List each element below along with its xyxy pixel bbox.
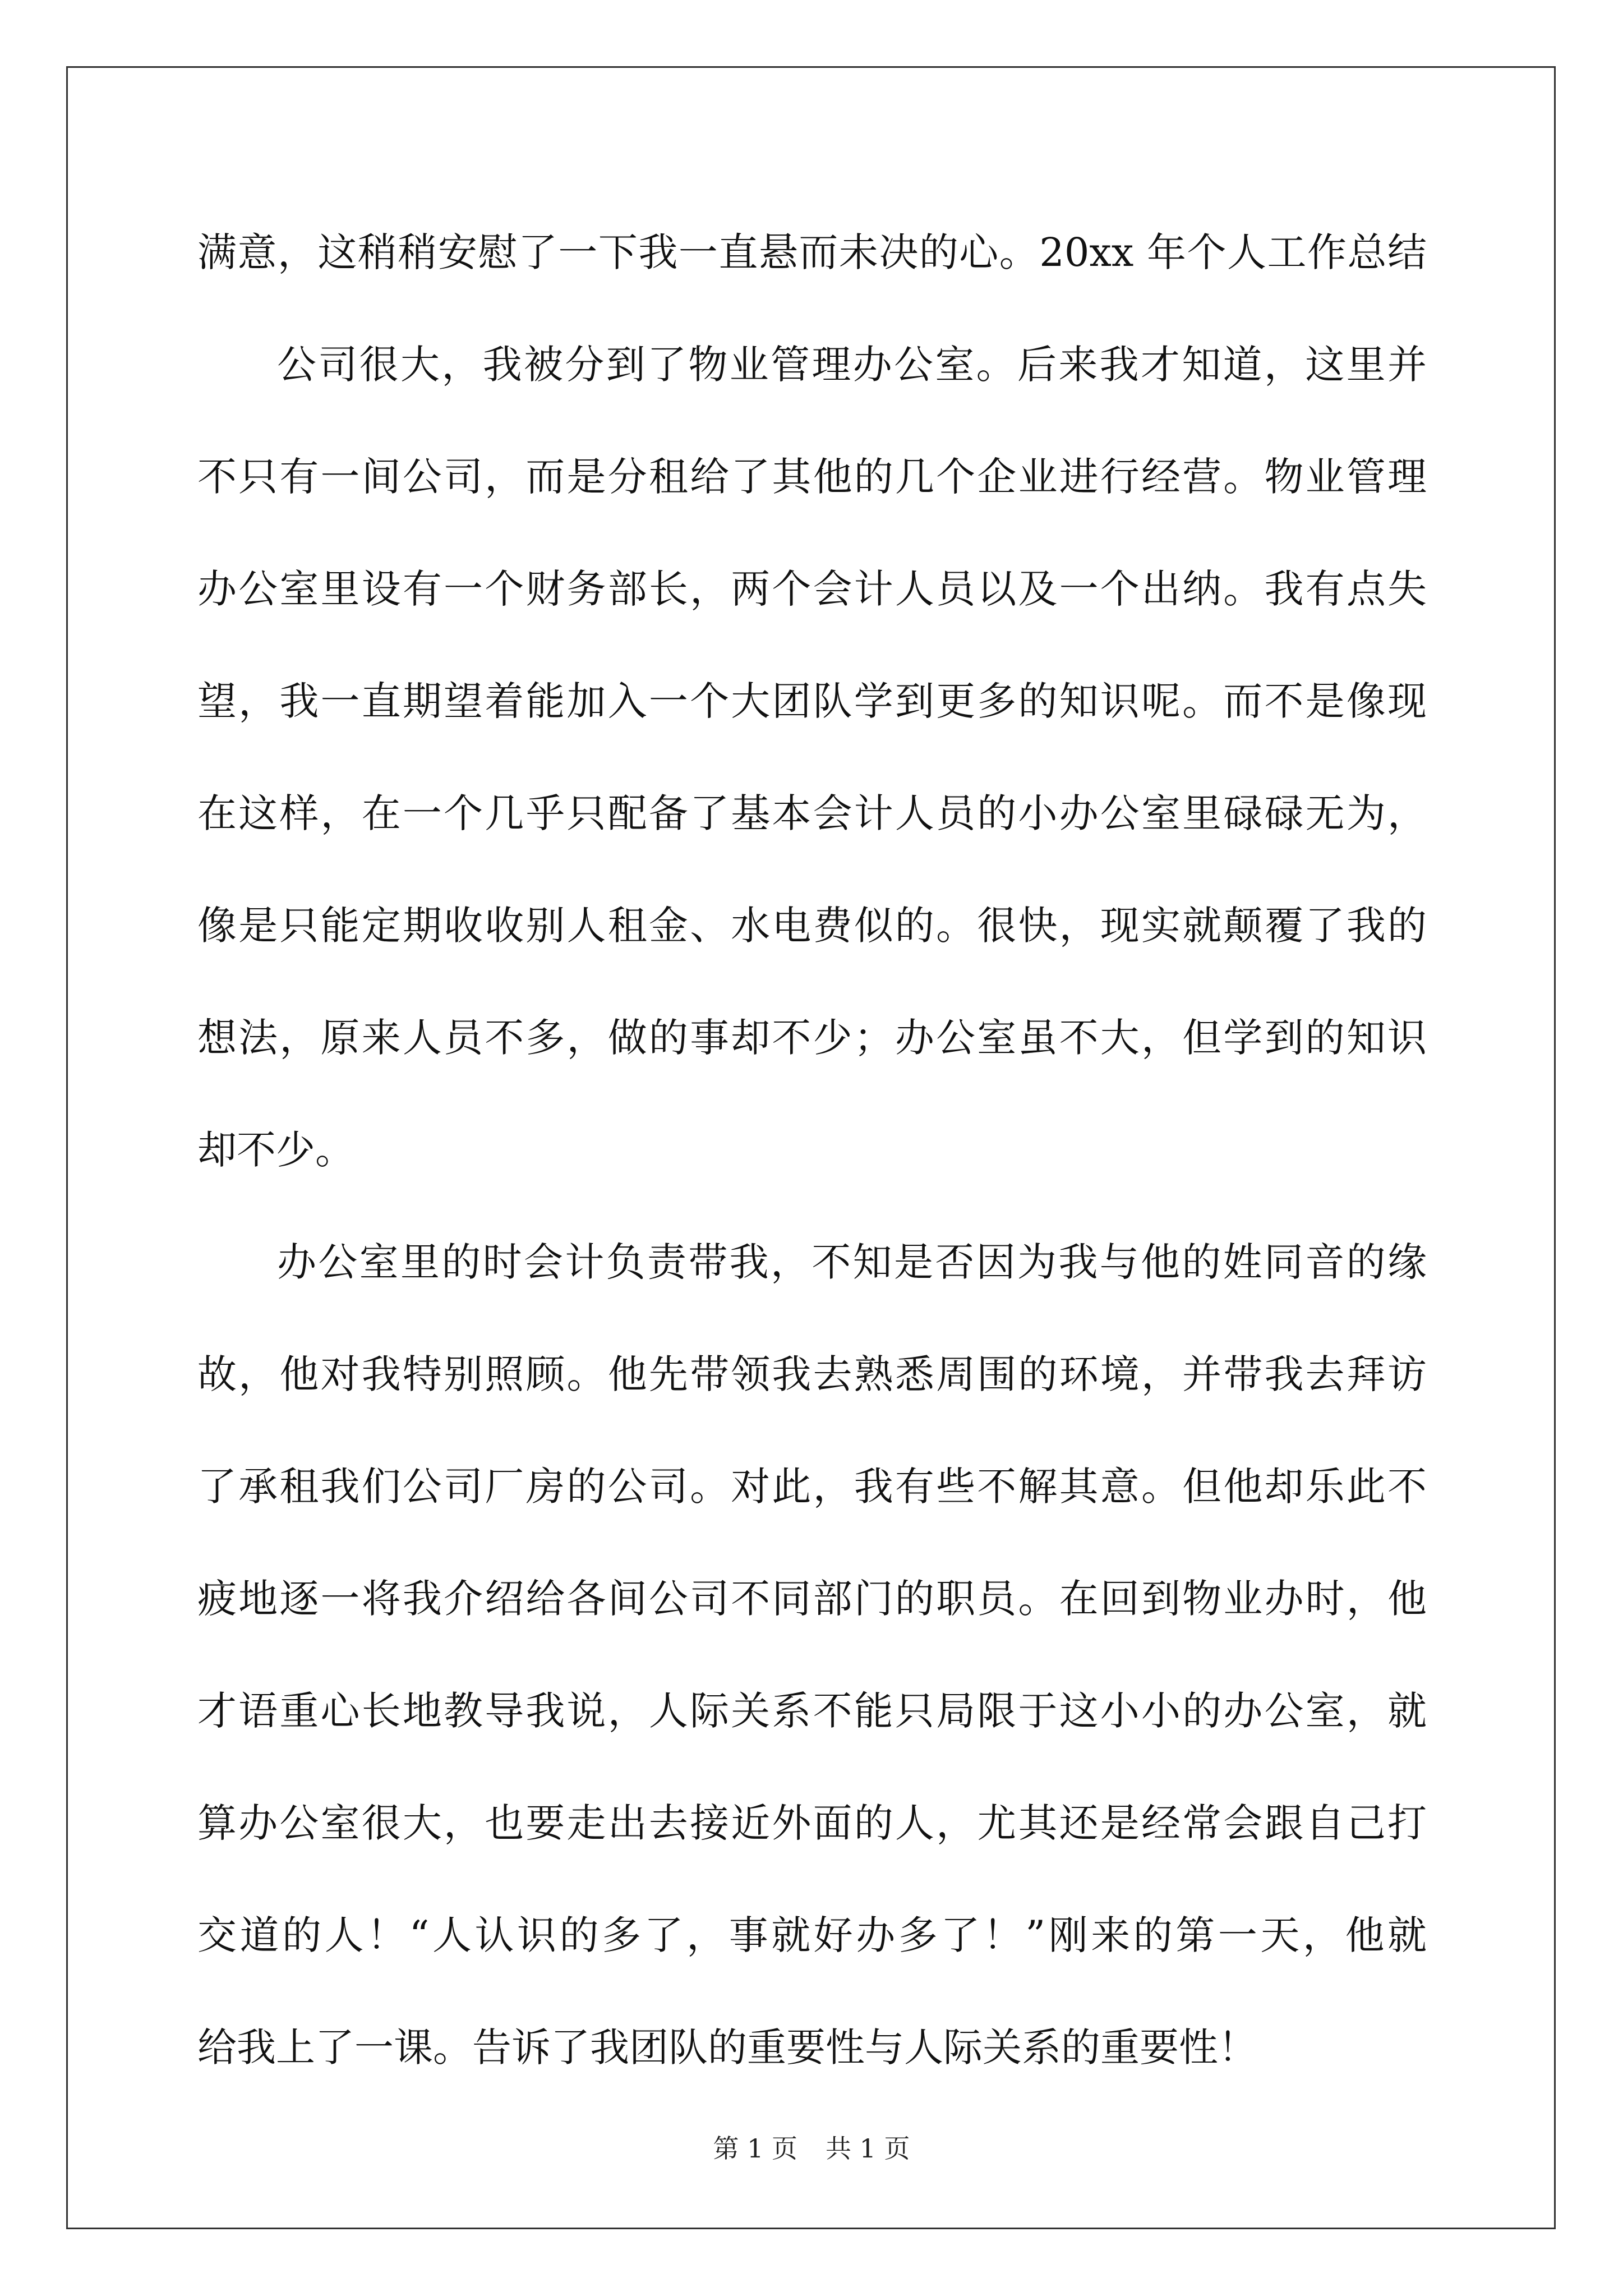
text-line: 算办公室很大，也要走出去接近外面的人，尤其还是经常会跟自己打 xyxy=(197,1800,1427,1846)
document-body xyxy=(197,219,1427,2126)
page-number-total: 共 1 页 xyxy=(826,2133,910,2164)
text-line: 却不少。 xyxy=(197,1127,354,1173)
text-line: 办公室里的时会计负责带我，不知是否因为我与他的姓同音的缘 xyxy=(277,1239,1427,1285)
page-number-current: 第 1 页 xyxy=(713,2133,797,2164)
text-line: 不只有一间公司，而是分租给了其他的几个企业进行经营。物业管理 xyxy=(197,454,1427,500)
text-line: 公司很大，我被分到了物业管理办公室。后来我才知道，这里并 xyxy=(277,342,1427,388)
text-line: 故，他对我特别照顾。他先带领我去熟悉周围的环境，并带我去拜访 xyxy=(197,1351,1427,1397)
text-line: 才语重心长地教导我说，人际关系不能只局限于这小小的办公室，就 xyxy=(197,1688,1427,1734)
text-line: 在这样，在一个几乎只配备了基本会计人员的小办公室里碌碌无为， xyxy=(197,790,1427,836)
text-line: 了承租我们公司厂房的公司。对此，我有些不解其意。但他却乐此不 xyxy=(197,1464,1427,1510)
text-line: 交道的人！“人认识的多了，事就好办多了！”刚来的第一天，他就 xyxy=(197,1912,1427,1958)
text-line: 望，我一直期望着能加入一个大团队学到更多的知识呢。而不是像现 xyxy=(197,678,1427,724)
page-footer xyxy=(0,2132,1623,2165)
text-line: 疲地逐一将我介绍给各间公司不同部门的职员。在回到物业办时，他 xyxy=(197,1576,1427,1622)
text-line: 给我上了一课。告诉了我团队的重要性与人际关系的重要性！ xyxy=(197,2024,1257,2070)
text-line: 想法，原来人员不多，做的事却不少；办公室虽不大，但学到的知识 xyxy=(197,1015,1427,1061)
text-line: 像是只能定期收收别人租金、水电费似的。很快，现实就颠覆了我的 xyxy=(197,903,1427,949)
text-line: 办公室里设有一个财务部长，两个会计人员以及一个出纳。我有点失 xyxy=(197,566,1427,612)
text-line: 满意，这稍稍安慰了一下我一直悬而未决的心。20xx 年个人工作总结 xyxy=(197,229,1427,275)
